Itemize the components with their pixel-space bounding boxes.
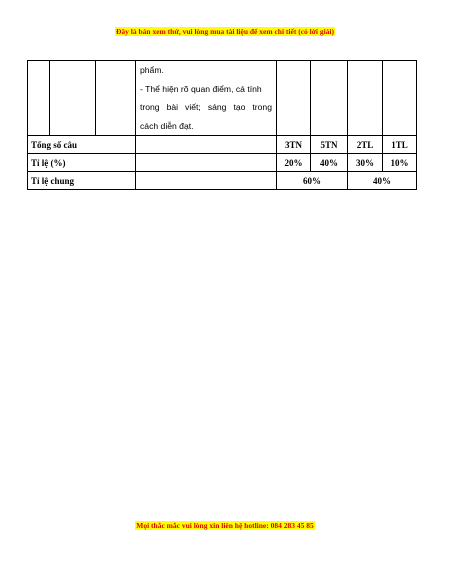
empty-cell [96, 61, 136, 136]
value-cell: 10% [383, 154, 417, 172]
criteria-line: trong bài viết; sáng tạo trong [140, 102, 272, 112]
criteria-cell [136, 61, 277, 136]
value-cell: 2TL [348, 136, 383, 154]
value-cell: 40% [348, 172, 417, 190]
empty-cell [136, 172, 277, 190]
value-cell: 60% [277, 172, 348, 190]
empty-cell [383, 61, 417, 136]
criteria-line: cách diễn đạt. [140, 120, 194, 131]
preview-notice: Đây là bản xem thử, vui lòng mua tài liệu để xem chi tiết (có lời giải) [115, 27, 335, 36]
criteria-line: phẩm. [140, 65, 164, 75]
value-cell: 30% [348, 154, 383, 172]
total-questions-row [28, 136, 417, 154]
empty-cell [348, 61, 383, 136]
empty-cell [277, 61, 311, 136]
value-cell: 20% [277, 154, 311, 172]
ratio-row [28, 154, 417, 172]
value-cell: 5TN [311, 136, 348, 154]
content-row [28, 61, 417, 136]
hotline-notice: Mọi thắc mắc vui lòng xin liên hệ hotline: 084 283 45 85 [136, 521, 314, 530]
row-label: Tỉ lệ (%) [28, 154, 136, 172]
row-label: Tỉ lệ chung [28, 172, 136, 190]
criteria-line: - Thể hiện rõ quan điểm, cá tính [140, 83, 262, 94]
assessment-matrix-table [27, 60, 417, 190]
empty-cell [50, 61, 96, 136]
value-cell: 1TL [383, 136, 417, 154]
row-label: Tổng số câu [28, 136, 136, 154]
empty-cell [311, 61, 348, 136]
value-cell: 40% [311, 154, 348, 172]
value-cell: 3TN [277, 136, 311, 154]
empty-cell [136, 154, 277, 172]
overall-ratio-row [28, 172, 417, 190]
empty-cell [136, 136, 277, 154]
empty-cell [28, 61, 50, 136]
